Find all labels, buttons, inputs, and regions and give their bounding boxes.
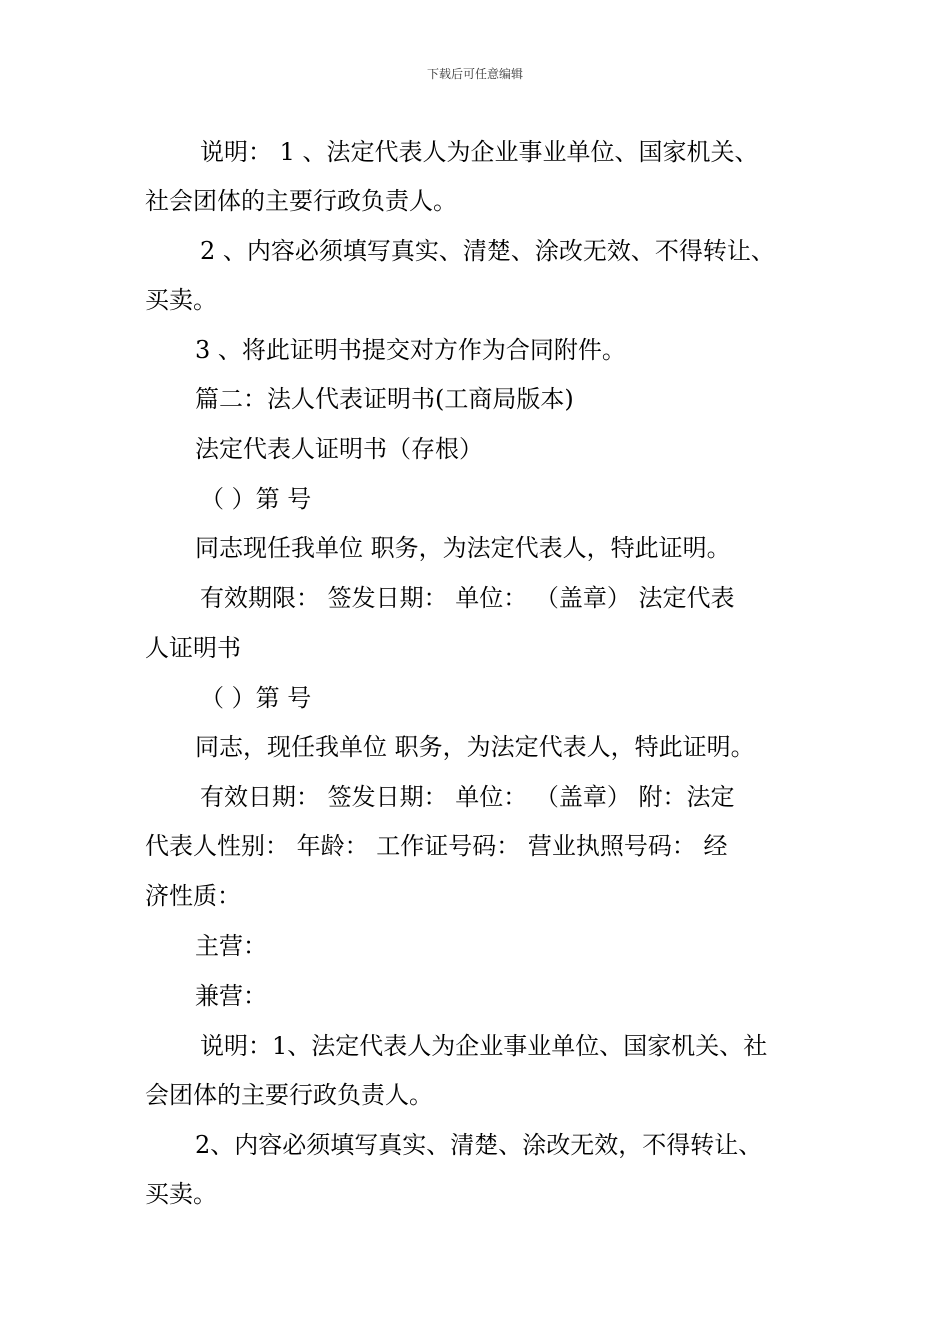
text-line: 有效日期： 签发日期： 单位： （盖章） 附：法定 — [200, 783, 735, 811]
page-header: 下载后可任意编辑 — [426, 67, 523, 81]
text-line: 说明：1、法定代表人为企业事业单位、国家机关、社 — [200, 1032, 768, 1060]
text-line: 同志现任我单位 职务，为法定代表人，特此证明。 — [195, 534, 731, 562]
text-line: 买卖。 — [145, 286, 217, 314]
text-line: 买卖。 — [145, 1180, 217, 1208]
text-line: （ ）第 号 — [200, 684, 312, 712]
text-line: 主营： — [195, 932, 267, 960]
text-line: 2、内容必须填写真实、清楚、涂改无效，不得转让、 — [195, 1131, 763, 1159]
text-line: 济性质： — [145, 882, 241, 910]
text-line: 2 、内容必须填写真实、清楚、涂改无效、不得转让、 — [200, 237, 775, 265]
text-line: 会团体的主要行政负责人。 — [145, 1081, 433, 1109]
text-line: （ ）第 号 — [200, 485, 312, 513]
text-line: 说明： 1 、法定代表人为企业事业单位、国家机关、 — [200, 138, 759, 166]
text-line: 3 、将此证明书提交对方作为合同附件。 — [195, 336, 626, 364]
text-line: 有效期限： 签发日期： 单位： （盖章） 法定代表 — [200, 584, 735, 612]
text-line: 同志，现任我单位 职务，为法定代表人，特此证明。 — [195, 733, 755, 761]
text-line: 篇二：法人代表证明书(工商局版本) — [195, 385, 574, 413]
text-line: 法定代表人证明书（存根） — [195, 435, 483, 463]
text-line: 人证明书 — [145, 634, 241, 662]
text-line: 社会团体的主要行政负责人。 — [145, 187, 457, 215]
text-line: 代表人性别： 年龄： 工作证号码： 营业执照号码： 经 — [145, 832, 728, 860]
text-line: 兼营： — [195, 982, 267, 1010]
